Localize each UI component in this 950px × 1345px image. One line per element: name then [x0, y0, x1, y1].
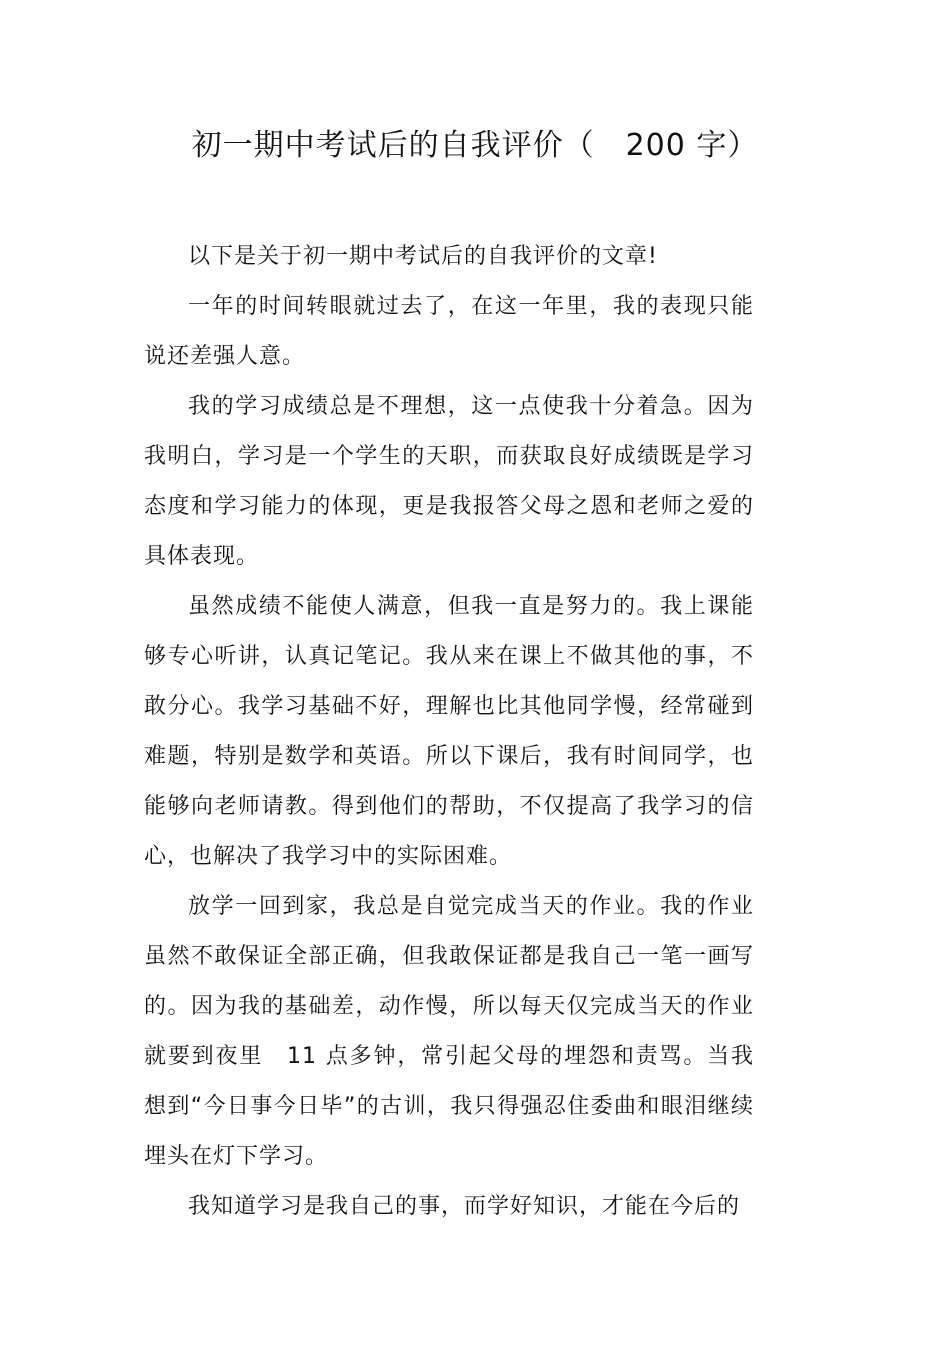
paragraph-3: 虽然成绩不能使人满意，但我一直是努力的。我上课能够专心听讲，认真记笔记。我从来在课上不做其他的事，不敢分心。我学习基础不好，理解也比其他同学慢，经常碰到难题，特别是数学和英语。所以下课后，我有时间同学，也能够向老师请教。得到他们的帮助，不仅提高了我学习的信心，也解决了我学习中的实际困难。 [144, 594, 754, 869]
document-title: 初一期中考试后的自我评价（ 200 字） [191, 128, 759, 163]
paragraph-2: 我的学习成绩总是不理想，这一点使我十分着急。因为我明白，学习是一个学生的天职，而获取良好成绩既是学习态度和学习能力的体现，更是我报答父母之恩和老师之爱的具体表现。 [144, 394, 754, 569]
paragraph-4: 放学一回到家，我总是自觉完成当天的作业。我的作业虽然不敢保证全部正确，但我敢保证都是我自己一笔一画写的。因为我的基础差，动作慢，所以每天仅完成当天的作业就要到夜里 11 点多钟，常引起父母的埋怨和责骂。当我想到“今日事今日毕”的古训，我只得强忍住委曲和眼泪继续埋头在灯下学习。 [144, 894, 754, 1169]
paragraph-1: 一年的时间转眼就过去了，在这一年里，我的表现只能说还差强人意。 [144, 294, 754, 369]
paragraph-5: 我知道学习是我自己的事，而学好知识，才能在今后的 [188, 1194, 741, 1219]
document-body [144, 232, 754, 1232]
paragraph-intro: 以下是关于初一期中考试后的自我评价的文章! [188, 244, 658, 269]
